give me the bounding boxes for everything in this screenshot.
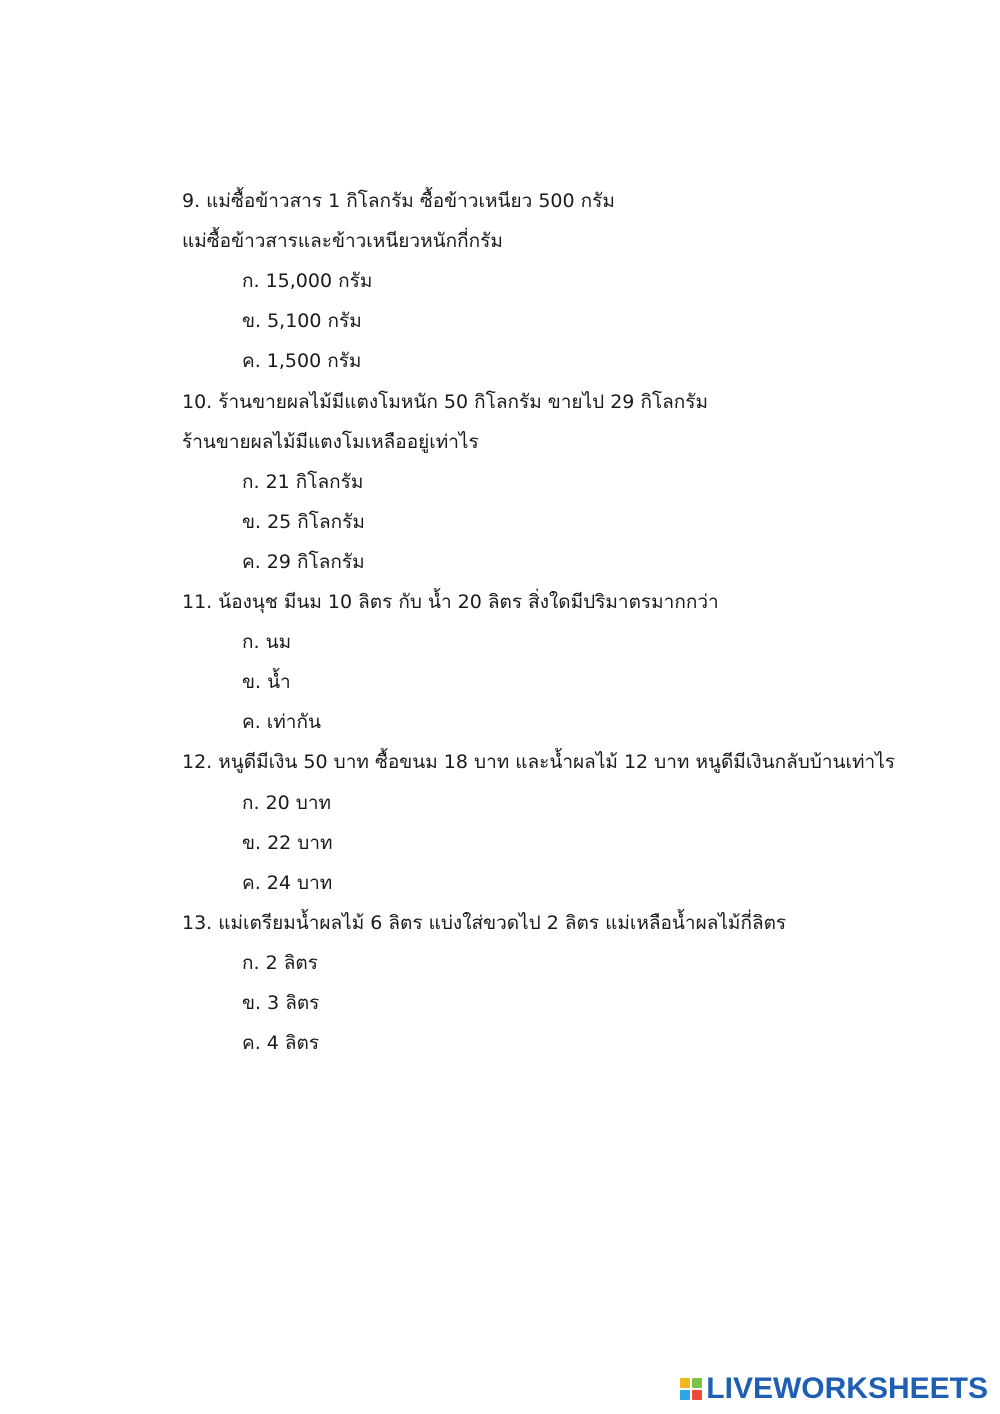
logo-square-icon	[692, 1390, 702, 1400]
logo-text: LIVEWORKSHEETS	[706, 1372, 988, 1405]
answer-option: ค. 1,500 กรัม	[242, 350, 362, 373]
answer-option: ก. 15,000 กรัม	[242, 270, 373, 293]
answer-option: ข. 25 กิโลกรัม	[242, 510, 365, 533]
answer-option: ข. น้ำ	[242, 671, 291, 694]
answer-option: ค. เท่ากัน	[242, 711, 321, 734]
question-text: 12. หนูดีมีเงิน 50 บาท ซื้อขนม 18 บาท และน้ำผลไม้ 12 บาท หนูดีมีเงินกลับบ้านเท่าไร	[182, 751, 895, 774]
logo-mark-icon	[680, 1378, 702, 1400]
logo-square-icon	[680, 1378, 690, 1388]
answer-option: ข. 3 ลิตร	[242, 992, 320, 1014]
answer-option: ก. 2 ลิตร	[242, 951, 318, 974]
logo-square-icon	[692, 1378, 702, 1388]
question-text: 11. น้องนุช มีนม 10 ลิตร กับ น้ำ 20 ลิตร สิ่งใดมีปริมาตรมากกว่า	[182, 591, 719, 613]
answer-option: ข. 5,100 กรัม	[242, 310, 362, 333]
answer-option: ค. 24 บาท	[242, 871, 333, 894]
question-text-continued: ร้านขายผลไม้มีแตงโมเหลืออยู่เท่าไร	[182, 430, 479, 453]
question-text: 10. ร้านขายผลไม้มีแตงโมหนัก 50 กิโลกรัม ขายไป 29 กิโลกรัม	[182, 390, 709, 413]
answer-option: ค. 29 กิโลกรัม	[242, 550, 365, 573]
answer-option: ก. 20 บาท	[242, 791, 332, 814]
answer-option: ก. นม	[242, 631, 292, 654]
question-text: 9. แม่ซื้อข้าวสาร 1 กิโลกรัม ซื้อข้าวเหนียว 500 กรัม	[182, 190, 615, 212]
answer-option: ค. 4 ลิตร	[242, 1032, 320, 1055]
question-text: 13. แม่เตรียมน้ำผลไม้ 6 ลิตร แบ่งใส่ขวดไป 2 ลิตร แม่เหลือน้ำผลไม้กี่ลิตร	[182, 911, 787, 934]
liveworksheets-logo	[680, 1372, 988, 1406]
answer-option: ข. 22 บาท	[242, 831, 333, 854]
answer-option: ก. 21 กิโลกรัม	[242, 470, 364, 493]
question-text-continued: แม่ซื้อข้าวสารและข้าวเหนียวหนักกี่กรัม	[182, 230, 503, 253]
logo-square-icon	[680, 1390, 690, 1400]
